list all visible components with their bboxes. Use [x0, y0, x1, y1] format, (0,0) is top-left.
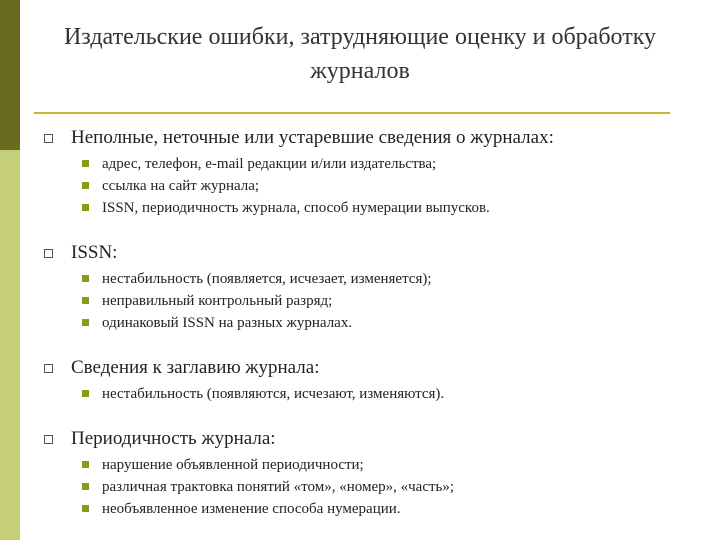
- sub-list: [82, 268, 702, 334]
- list-item: [82, 290, 702, 312]
- square-bullet-icon: [44, 134, 53, 143]
- list-item: [82, 498, 702, 520]
- sub-list: [82, 454, 702, 520]
- square-bullet-icon: [44, 435, 53, 444]
- filled-square-bullet-icon: [82, 160, 89, 167]
- list-item: [82, 153, 702, 175]
- list-item: [82, 454, 702, 476]
- section-heading: [42, 238, 702, 268]
- section-title-info: [42, 353, 702, 405]
- filled-square-bullet-icon: [82, 319, 89, 326]
- slide-content: [42, 123, 702, 539]
- list-item: [82, 175, 702, 197]
- square-bullet-icon: [44, 249, 53, 258]
- list-item-label: одинаковый ISSN на разных журналах.: [102, 315, 353, 331]
- section-issn: [42, 238, 702, 334]
- side-accent-bar-bottom: [0, 150, 20, 540]
- filled-square-bullet-icon: [82, 182, 89, 189]
- list-item-label: ссылка на сайт журнала;: [102, 178, 260, 194]
- filled-square-bullet-icon: [82, 297, 89, 304]
- list-item-label: необъявленное изменение способа нумерации.: [102, 501, 401, 517]
- section-label: Неполные, неточные или устаревшие сведения о журналах:: [71, 127, 554, 148]
- list-item-label: ISSN, периодичность журнала, способ нумерации выпусков.: [102, 200, 490, 216]
- title-divider: [34, 112, 670, 114]
- filled-square-bullet-icon: [82, 275, 89, 282]
- list-item: [82, 268, 702, 290]
- section-periodicity: [42, 424, 702, 520]
- section-label: Сведения к заглавию журнала:: [71, 357, 320, 378]
- section-label: Периодичность журнала:: [71, 428, 276, 449]
- list-item-label: различная трактовка понятий «том», «номер», «часть»;: [102, 479, 455, 495]
- list-item-label: нестабильность (появляется, исчезает, изменяется);: [102, 271, 432, 287]
- list-item: [82, 476, 702, 498]
- filled-square-bullet-icon: [82, 390, 89, 397]
- filled-square-bullet-icon: [82, 483, 89, 490]
- section-heading: [42, 424, 702, 454]
- filled-square-bullet-icon: [82, 204, 89, 211]
- filled-square-bullet-icon: [82, 505, 89, 512]
- section-incomplete-info: [42, 123, 702, 219]
- side-accent-bar-top: [0, 0, 20, 150]
- list-item-label: адрес, телефон, e-mail редакции и/или издательства;: [102, 156, 437, 172]
- filled-square-bullet-icon: [82, 461, 89, 468]
- list-item: [82, 312, 702, 334]
- sub-list: [82, 153, 702, 219]
- section-heading: [42, 353, 702, 383]
- list-item: [82, 197, 702, 219]
- sub-list: [82, 383, 702, 405]
- section-label: ISSN:: [71, 242, 118, 263]
- list-item-label: нестабильность (появляются, исчезают, изменяются).: [102, 386, 445, 402]
- section-heading: [42, 123, 702, 153]
- list-item-label: неправильный контрольный разряд;: [102, 293, 333, 309]
- slide-title: Издательские ошибки, затрудняющие оценку и обработку журналов: [63, 24, 657, 84]
- square-bullet-icon: [44, 364, 53, 373]
- list-item: [82, 383, 702, 405]
- list-item-label: нарушение объявленной периодичности;: [102, 457, 364, 473]
